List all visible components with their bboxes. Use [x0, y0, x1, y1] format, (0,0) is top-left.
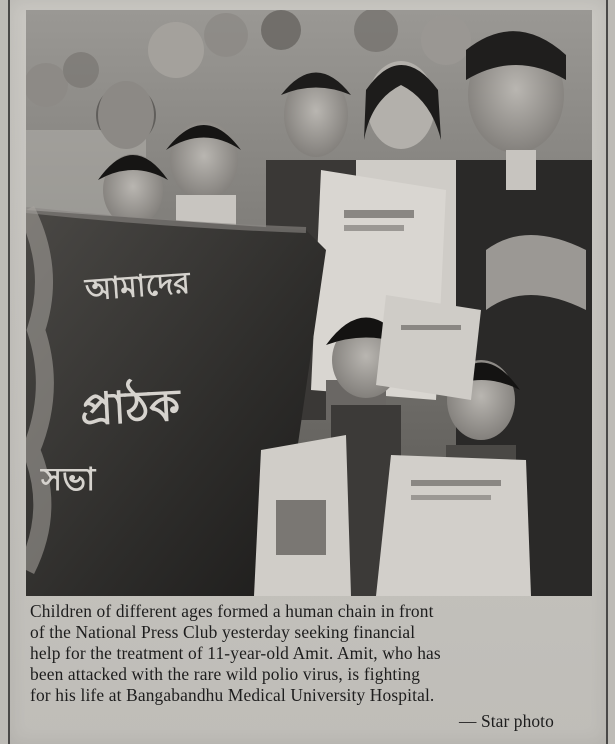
- banner-text-2: প্রাঠক: [78, 379, 182, 436]
- photo-credit-text: — Star photo: [459, 711, 554, 731]
- clipping-left-border: [8, 0, 10, 744]
- caption-line: for his life at Bangabandhu Medical University Hospital.: [30, 685, 435, 705]
- clipping-right-border: [606, 0, 608, 744]
- banner-text-3: সভা: [41, 460, 96, 498]
- caption-line: of the National Press Club yesterday seeking financial: [30, 622, 416, 642]
- caption-line: help for the treatment of 11-year-old Amit. Amit, who has: [30, 643, 441, 663]
- caption-line: Children of different ages formed a human chain in front: [30, 601, 434, 621]
- news-photo: [26, 10, 592, 596]
- caption-line: been attacked with the rare wild polio virus, is fighting: [30, 664, 421, 684]
- banner-text-1: আমাদের: [84, 265, 191, 308]
- news-photo-illustration: [26, 10, 592, 596]
- photo-caption: [30, 601, 596, 706]
- photo-credit: [459, 711, 599, 732]
